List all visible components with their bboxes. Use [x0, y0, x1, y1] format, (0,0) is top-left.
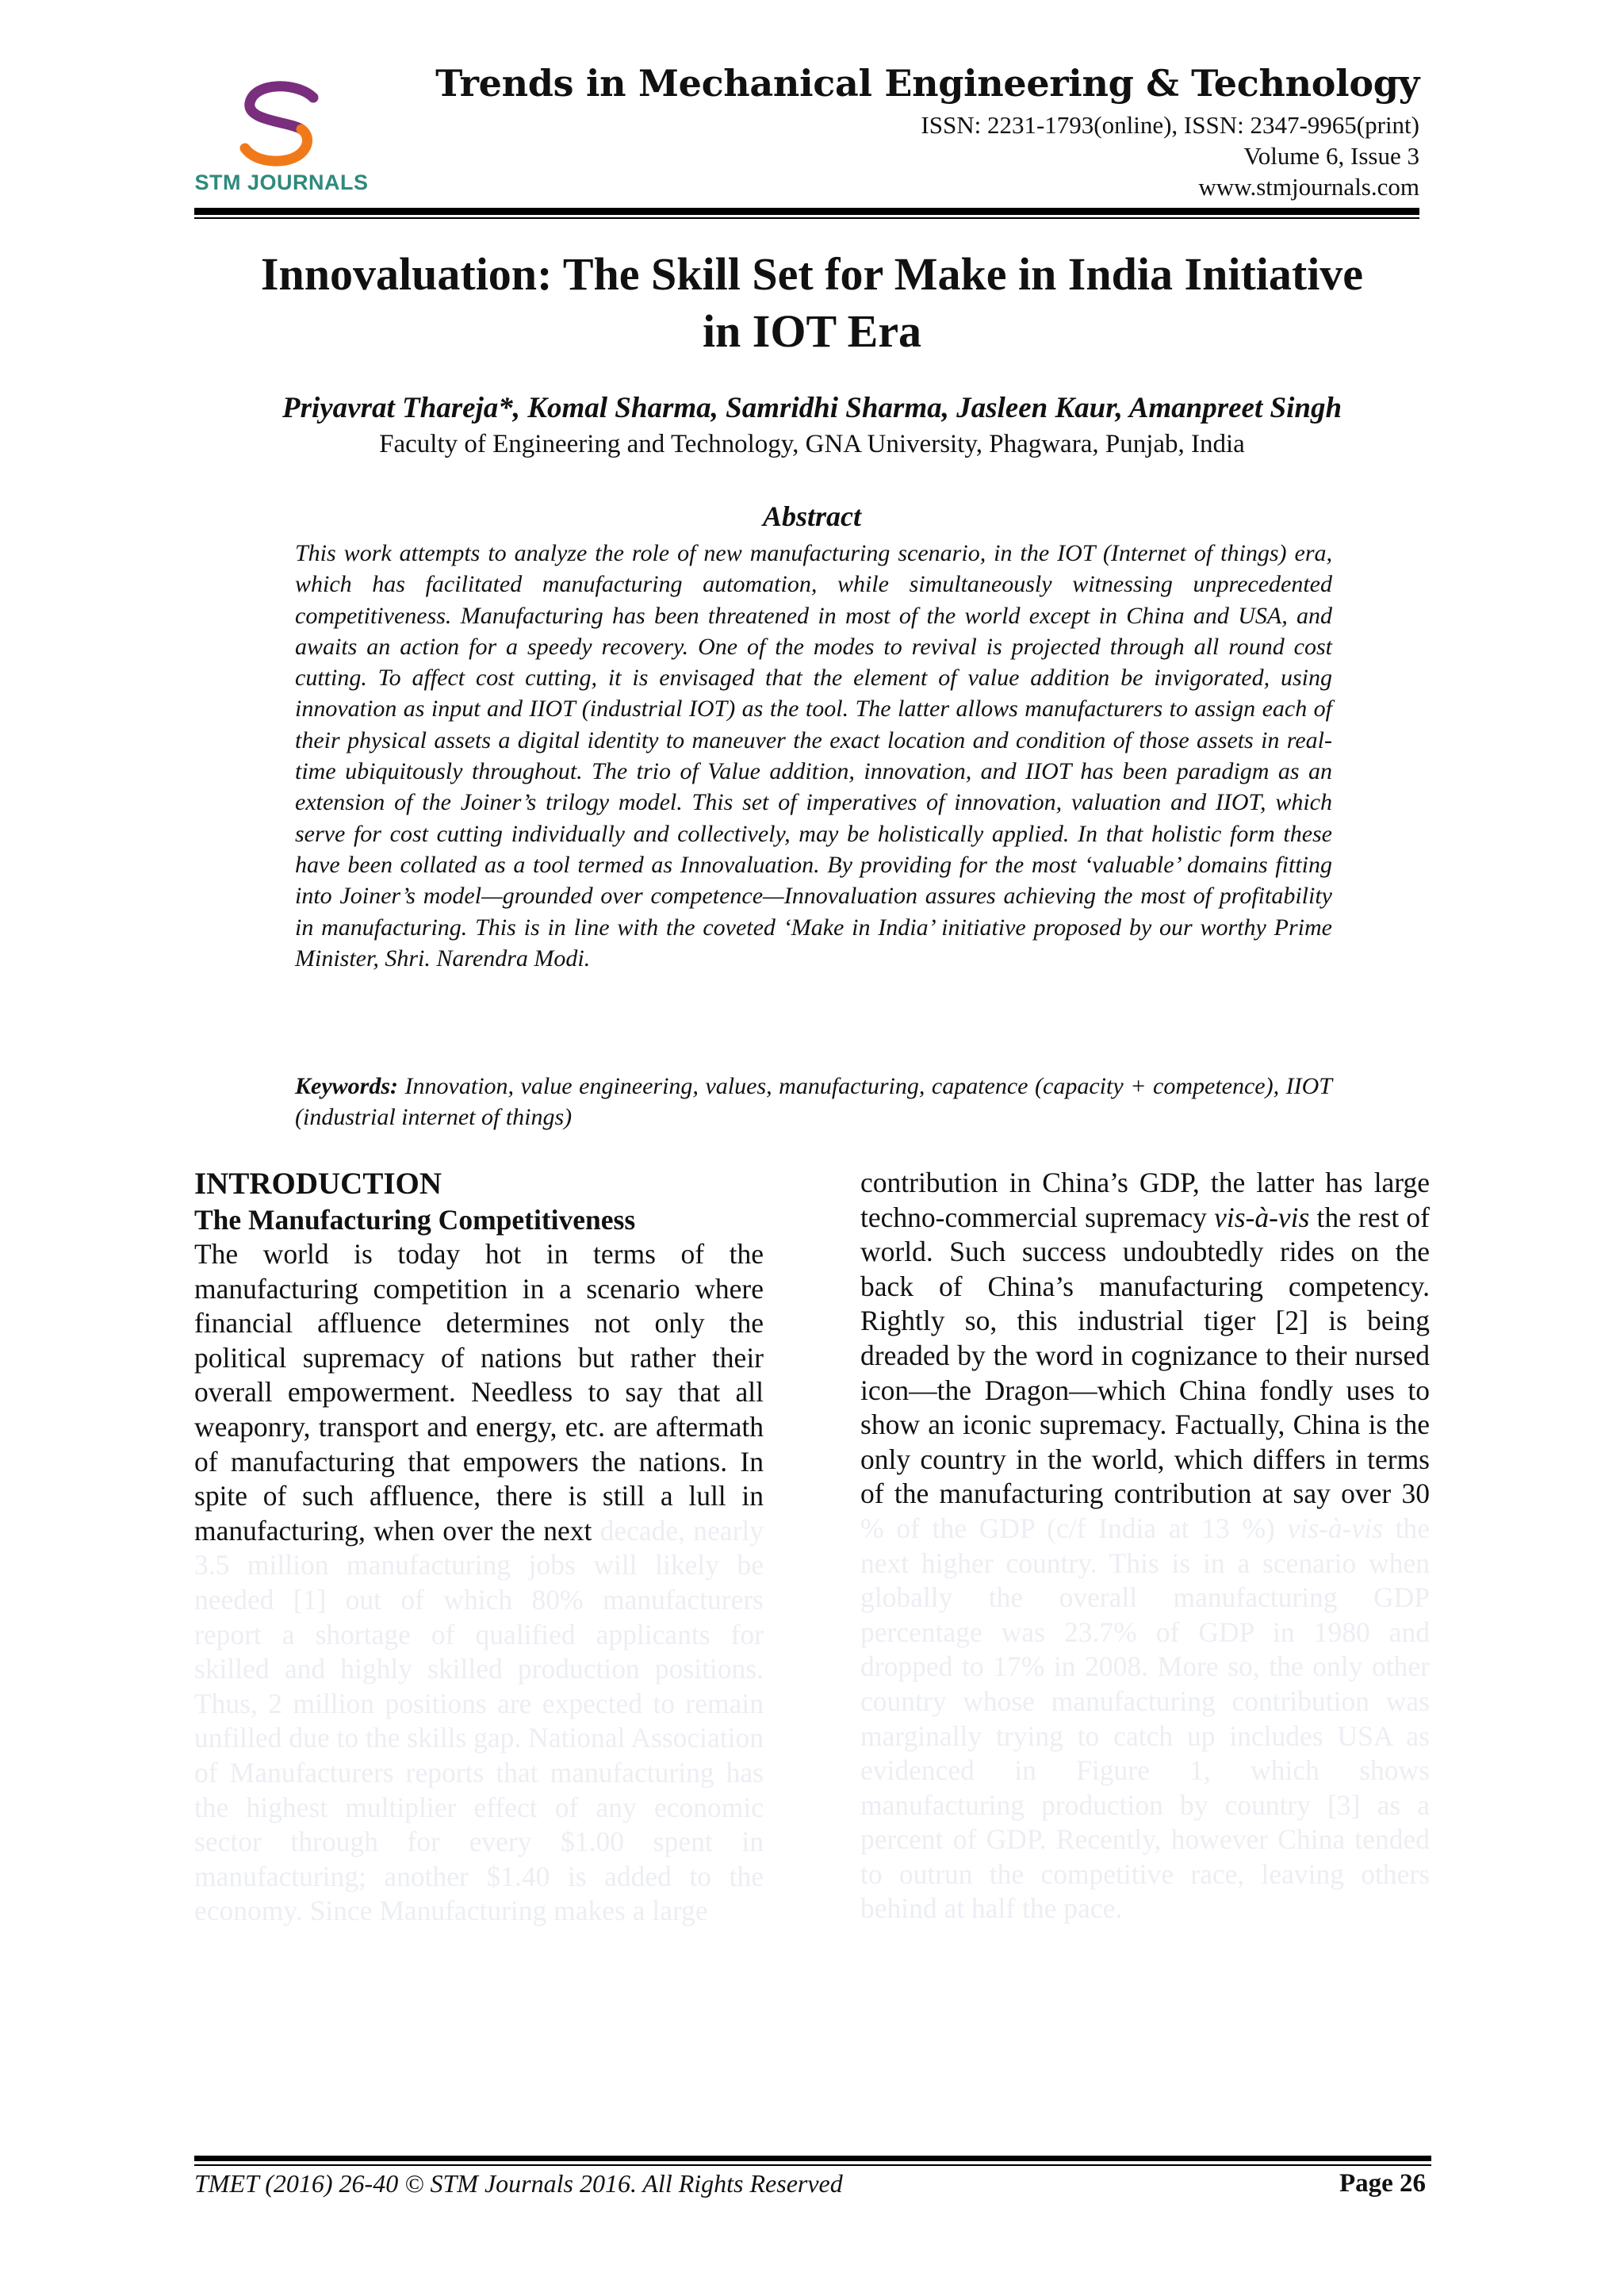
stm-s-logo-icon	[194, 75, 369, 171]
author-list: Priyavrat Thareja*, Komal Sharma, Samridhi Sharma, Jasleen Kaur, Amanpreet Singh	[282, 392, 1342, 424]
keywords-label: Keywords:	[295, 1073, 398, 1099]
page-number: Page 26	[1339, 2169, 1426, 2198]
abstract-text: This work attempts to analyze the role of new manufacturing scenario, in the IOT (Internet of things) era, which has facilitated manufacturing automation, while simultaneously witnessing unprecedented competitiveness. Manufacturing has been threatened in most of the world except in China and USA, and awaits an action for a speedy recovery. One of the modes to revival is projected through all round cost cutting. To affect cost cutting, it is envisaged that the element of value addition be invigorated, using innovation as input and IIOT (industrial IOT) as the tool. The latter allows manufacturers to assign each of their physical assets a digital identity to maneuver the exact location and condition of those assets in real-time ubiquitously throughout. The trio of Value addition, innovation, and IIOT has been paradigm as an extension of the Joiner’s trilogy model. This set of imperatives of innovation, valuation and IIOT, which serve for cost cutting individually and collectively, may be holistically applied. In that holistic form these have been collated as a tool termed as Innovaluation. By providing for the most ‘valuable’ domains fitting into Joiner’s model—grounded over competence—Innovaluation assures achieving the most of profitability in manufacturing. This is in line with the coveted ‘Make in India’ initiative proposed by our worthy Prime Minister, Shri. Narendra Modi.	[295, 540, 1332, 972]
footer-rule-thin	[194, 2164, 1431, 2166]
right-text-visible-italic: vis-à-vis	[1214, 1201, 1310, 1233]
header-rule	[194, 208, 1419, 215]
right-text-faded-italic: vis-à-vis	[1287, 1512, 1383, 1544]
journal-title: Trends in Mechanical Engineering & Technology	[435, 62, 1419, 105]
footer-rule	[194, 2156, 1431, 2161]
paper-title-line-1: Innovaluation: The Skill Set for Make in India Initiative	[260, 248, 1364, 300]
header-rule-thin	[194, 217, 1419, 219]
logo-text: STM JOURNALS	[194, 171, 369, 194]
section-heading: INTRODUCTION	[194, 1167, 442, 1201]
keywords	[295, 1071, 1332, 1133]
intro-text-faded: decade, nearly 3.5 million manufacturing jobs will likely be needed [1] out of which 80% manufacturers report a shortage of qualified applicants for skilled and highly skilled production positions. Thus, 2 million positions are expected to remain unfilled due to the skills gap. National Association of Manufacturers reports that manufacturing has the highest multiplier effect of any economic sector through for every $1.00 spent in manufacturing; another $1.40 is added to the economy. Since Manufacturing makes a large	[194, 1514, 764, 1927]
intro-text-visible: The world is today hot in terms of the manufacturing competition in a scenario where financial affluence determines not only the political supremacy of nations but rather their overall empowerment. Needless to say that all weaponry, transport and energy, etc. are aftermath of manufacturing that empowers the nations. In spite of such affluence, there is still a lull in manufacturing, when over the next	[194, 1238, 764, 1547]
website-link[interactable]: www.stmjournals.com	[1198, 173, 1419, 201]
right-text-faded-1: % of the GDP (c/f India at 13 %)	[860, 1512, 1288, 1544]
stm-journals-logo	[194, 75, 369, 198]
abstract-heading: Abstract	[762, 500, 861, 532]
right-paragraph	[860, 1166, 1430, 1926]
footer-citation: TMET (2016) 26-40 © STM Journals 2016. All Rights Reserved	[194, 2169, 843, 2198]
right-text-visible-1: contribution in China’s GDP, the latter has large techno-commercial supremacy	[860, 1167, 1430, 1233]
right-column	[860, 1166, 1430, 1926]
intro-paragraph	[194, 1237, 764, 1929]
subsection-heading: The Manufacturing Competitiveness	[194, 1204, 636, 1236]
keywords-text: Innovation, value engineering, values, manufacturing, capatence (capacity + competence), IIOT (industrial internet of things)	[295, 1073, 1332, 1131]
paper-title-line-2: in IOT Era	[702, 305, 922, 357]
right-text-visible-2: the rest of world. Such success undoubtedly rides on the back of China’s manufacturing competency. Rightly so, this industrial tiger [2] is being dreaded by the word in cognizance to their nursed icon—the Dragon—which China fondly uses to show an iconic supremacy. Factually, China is the only country in the world, which differs in terms of the manufacturing contribution at say over 30	[860, 1201, 1430, 1510]
volume-line: Volume 6, Issue 3	[1243, 142, 1419, 170]
affiliation: Faculty of Engineering and Technology, GNA University, Phagwara, Punjab, India	[379, 430, 1245, 458]
right-text-faded-2: the next higher country. This is in a scenario when globally the overall manufacturing GDP percentage was 23.7% of GDP in 1980 and dropped to 17% in 2008. More so, the only other country whose manufacturing contribution was marginally trying to catch up includes USA as evidenced in Figure 1, which shows manufacturing production by country [3] as a percent of GDP. Recently, however China tended to outrun the competitive race, leaving others behind at half the pace.	[860, 1512, 1431, 1925]
left-column	[194, 1166, 764, 1929]
paper-title	[159, 246, 1465, 360]
issn-line: ISSN: 2231-1793(online), ISSN: 2347-9965(print)	[921, 111, 1419, 139]
